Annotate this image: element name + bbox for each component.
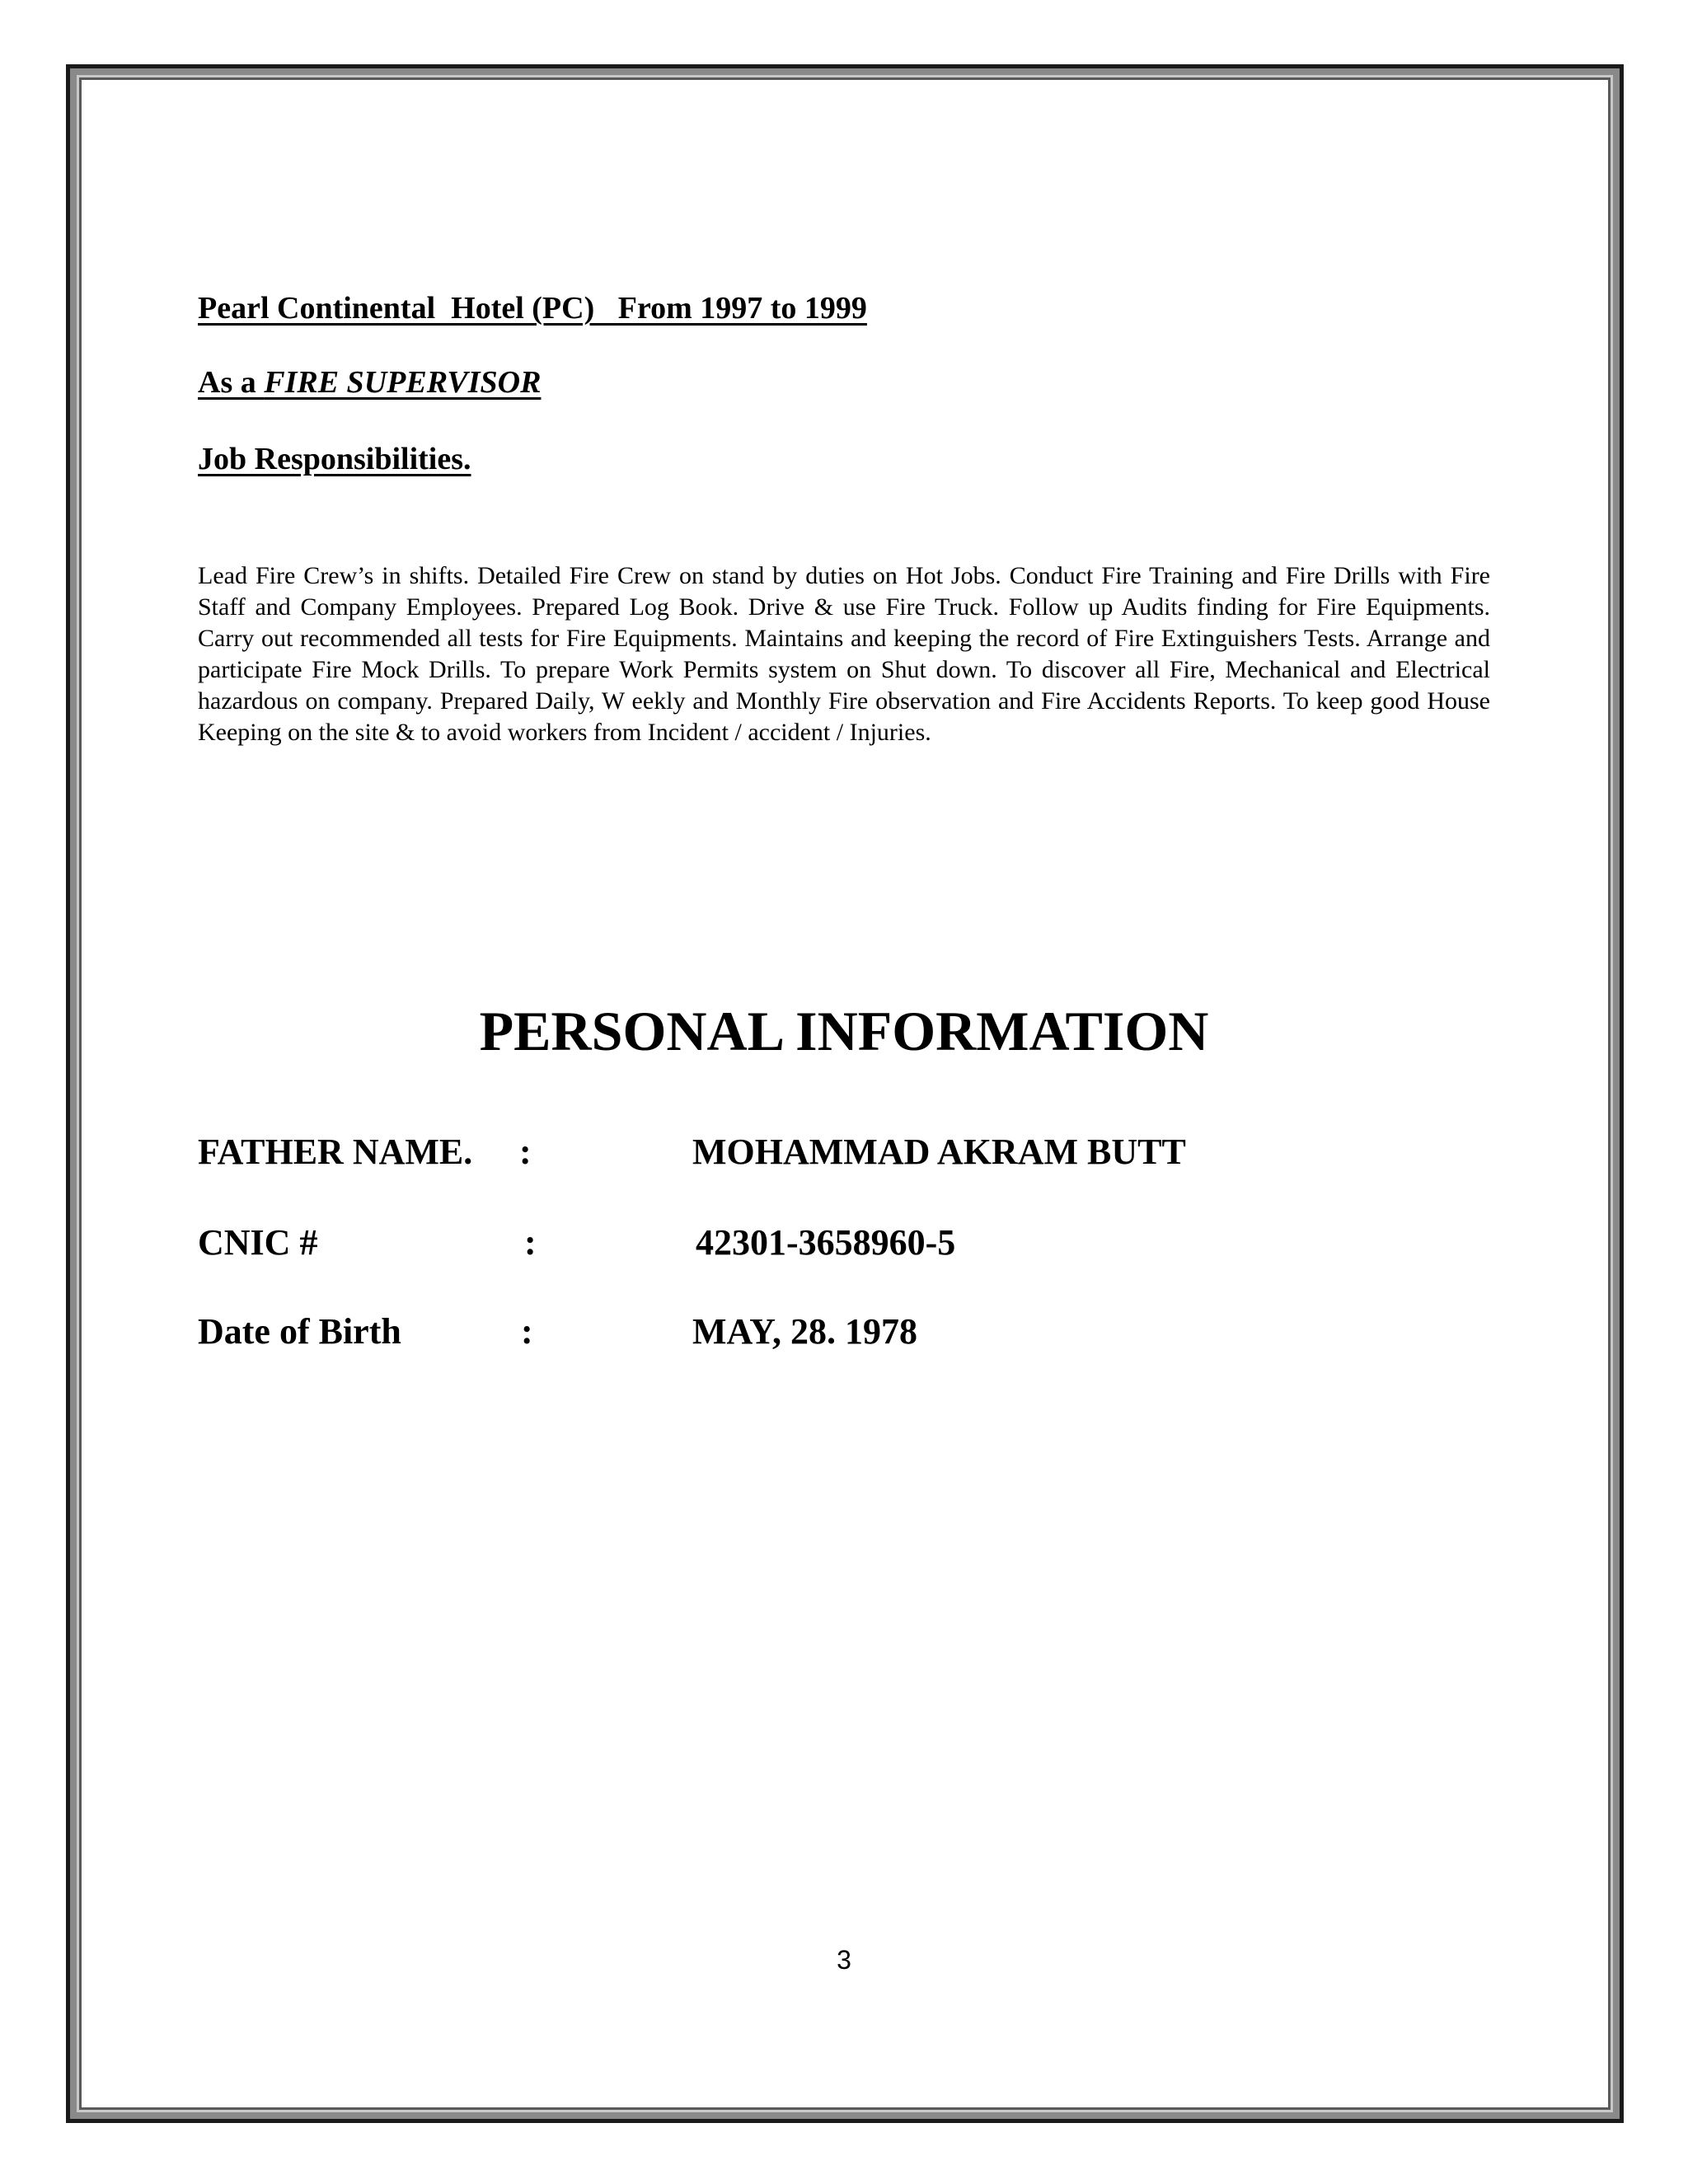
employer-heading: Pearl Continental Hotel (PC) From 1997 to 1999: [198, 291, 867, 326]
info-colon: :: [524, 1222, 537, 1263]
role-heading: [198, 364, 541, 401]
role-prefix: As a: [198, 365, 265, 400]
info-value: MAY, 28. 1978: [692, 1311, 918, 1352]
info-row-father-name: [198, 1131, 1517, 1180]
info-label: Date of Birth: [198, 1311, 401, 1352]
responsibilities-paragraph: Lead Fire Crew’s in shifts. Detailed Fire Crew on stand by duties on Hot Jobs. Conduct Fire Training and Fire Drills with Fire Staff and Company Employees. Prepared Log Book. Drive & use Fire Truck. Follow up Audits finding for Fire Equipments. Carry out recommended all tests for Fire Equipments. Maintains and keeping the record of Fire Extinguishers Tests. Arrange and participate Fire Mock Drills. To prepare Work Permits system on Shut down. To discover all Fire, Mechanical and Electrical hazardous on company. Prepared Daily, W eekly and Monthly Fire observation and Fire Accidents Reports. To keep good House Keeping on the site & to avoid workers from Incident / accident / Injuries.: [198, 562, 1490, 746]
info-colon: :: [519, 1132, 532, 1172]
personal-information-title: PERSONAL INFORMATION: [479, 1000, 1209, 1062]
info-row-date-of-birth: [198, 1310, 1517, 1360]
info-row-cnic: [198, 1221, 1517, 1271]
role-title: FIRE SUPERVISOR: [264, 365, 542, 400]
info-colon: :: [521, 1311, 533, 1352]
info-value: MOHAMMAD AKRAM BUTT: [692, 1132, 1186, 1172]
info-value: 42301-3658960-5: [696, 1222, 956, 1263]
responsibilities-heading: Job Responsibilities.: [198, 442, 471, 476]
info-label: FATHER NAME.: [198, 1132, 473, 1172]
page-number: 3: [837, 1945, 851, 1975]
info-label: CNIC #: [198, 1222, 318, 1263]
